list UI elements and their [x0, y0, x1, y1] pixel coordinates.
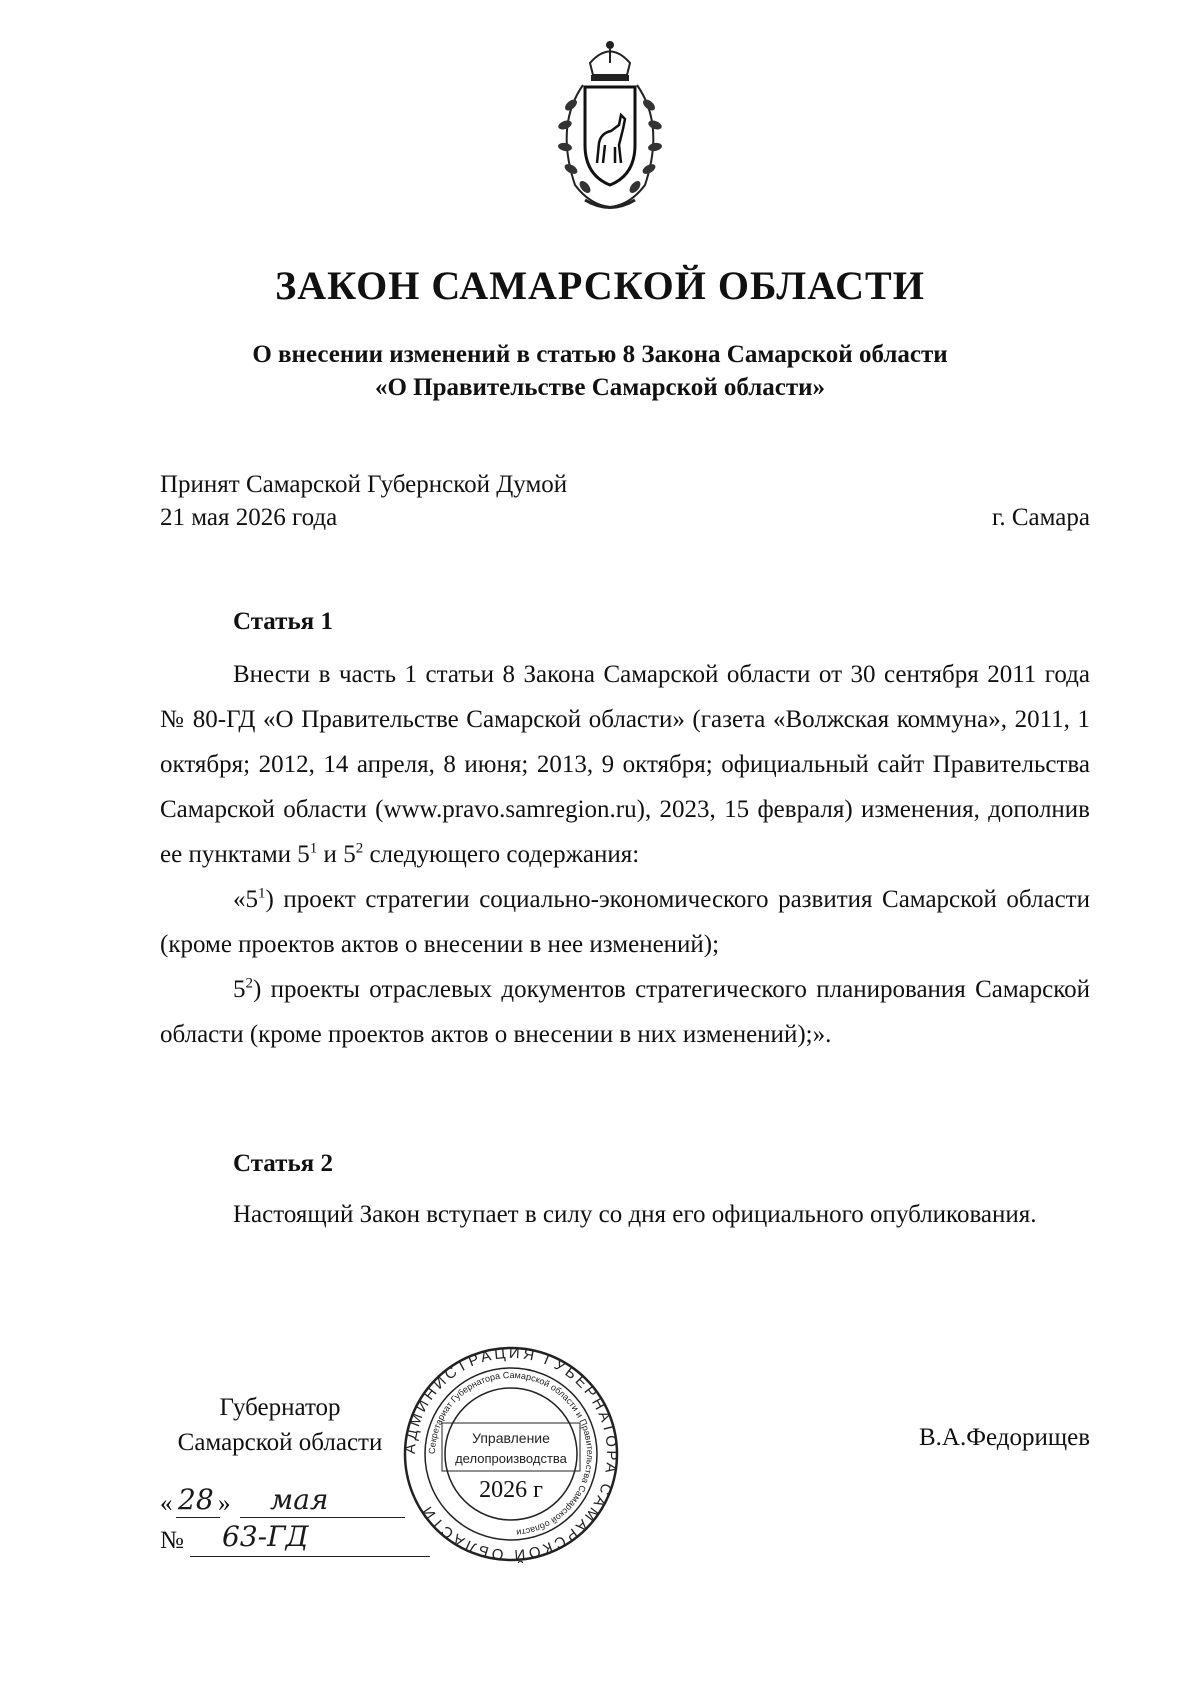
- document-subtitle: [0, 338, 1200, 404]
- point-number: 5: [297, 841, 310, 868]
- item-text: ) проекты отраслевых документов стратегического планирования Самарской области (кроме проектов актов о внесении в них изменений);».: [160, 976, 1090, 1048]
- number-label: №: [160, 1527, 184, 1554]
- stamp-center-line-2: делопроизводства: [455, 1451, 567, 1466]
- article-1-body: [160, 652, 1090, 1057]
- article-1-text: Внести в часть 1 статьи 8 Закона Самарской области от 30 сентября 2011 года № 80-ГД «О Правительстве Самарской области» (газета «Волжская коммуна», 2011, 1 октября; 2012, 14 апреля, 8 июня; 2013, 9 октября; официальный сайт Правительства Самарской области (www.pravo.samregion.ru), 2023, 15 февраля) изменения, дополнив ее пунктами: [160, 661, 1090, 868]
- point-number: 5: [343, 841, 356, 868]
- date-month-underline: [240, 1517, 405, 1518]
- law-number: 63-ГД: [222, 1520, 309, 1553]
- list-item-2: [160, 967, 1090, 1057]
- signatory-name: В.А.Федорищев: [919, 1424, 1090, 1451]
- list-item-1: [160, 877, 1090, 967]
- signatory-position: [160, 1390, 400, 1460]
- adopted-by: Принят Самарской Губернской Думой: [160, 471, 568, 498]
- article-1-heading: Статья 1: [233, 608, 333, 635]
- article-2-paragraph: Настоящий Закон вступает в силу со дня его официального опубликования.: [233, 1201, 1037, 1228]
- date-open-quote: «: [160, 1490, 173, 1517]
- city: г. Самара: [991, 504, 1090, 531]
- stamp-center-line-1: Управление: [472, 1430, 550, 1446]
- article-1-paragraph: [160, 652, 1090, 877]
- adopted-date: 21 мая 2026 года: [160, 504, 338, 531]
- position-line-2: Самарской области: [177, 1429, 383, 1456]
- conjunction: и: [317, 841, 344, 868]
- subtitle-line-2: «О Правительстве Самарской области»: [374, 374, 826, 401]
- date-day: 28: [178, 1483, 214, 1516]
- item-text: ) проект стратегии социально-экономического развития Самарской области (кроме проектов актов о внесении в нее изменений);: [160, 886, 1090, 958]
- date-close-quote: »: [218, 1490, 231, 1517]
- samara-coat-of-arms-icon: [535, 35, 685, 215]
- stamp-ring-text: Секретариат Губернатора Самарской области и Правительства Самарской области: [426, 1369, 596, 1538]
- point-superscript: 2: [355, 840, 364, 857]
- article-1-text-end: следующего содержания:: [363, 841, 640, 868]
- stamp-year: 2026 г: [479, 1477, 543, 1503]
- item-number: 5: [233, 976, 246, 1003]
- item-superscript: 2: [245, 975, 253, 992]
- item-number: «5: [233, 886, 258, 913]
- point-superscript: 1: [309, 840, 318, 857]
- adoption-info: [160, 468, 567, 534]
- item-superscript: 1: [258, 885, 266, 902]
- document-title: ЗАКОН САМАРСКОЙ ОБЛАСТИ: [275, 263, 925, 308]
- official-seal-icon: [402, 1345, 620, 1563]
- subtitle-line-1: О внесении изменений в статью 8 Закона Самарской области: [252, 341, 948, 368]
- date-day-underline: [176, 1517, 220, 1518]
- position-line-1: Губернатор: [219, 1394, 341, 1421]
- article-2-body: [160, 1192, 1090, 1237]
- number-underline: [190, 1556, 430, 1557]
- article-2-heading: Статья 2: [233, 1150, 333, 1177]
- stamp-outer-text: АДМИНИСТРАЦИЯ ГУБЕРНАТОРА САМАРСКОЙ ОБЛАСТИ: [402, 1345, 620, 1563]
- date-month: мая: [270, 1483, 329, 1516]
